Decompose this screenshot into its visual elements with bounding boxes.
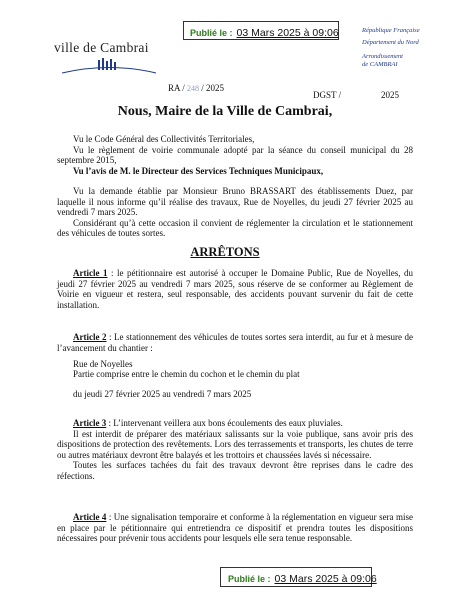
article-3-label: Article 3 (73, 418, 107, 428)
logo-skyline-icon (54, 56, 164, 78)
demande-block (57, 186, 413, 239)
article-4-label: Article 4 (73, 512, 107, 522)
city-logo (54, 40, 164, 80)
article-2-street: Rue de Noyelles (73, 359, 133, 369)
publication-stamp-top (183, 21, 339, 40)
article-3-line (57, 418, 413, 429)
visa-item: Vu le règlement de voirie communale adopté par la séance du conseil municipal du 28 septembre 2015, (57, 144, 413, 166)
ra-number: 248 (187, 84, 200, 93)
publication-stamp-bottom (220, 567, 377, 587)
header-republique: République Française (362, 27, 420, 34)
ra-year: / 2025 (201, 83, 225, 93)
article-2-dates: du jeudi 27 février 2025 au vendredi 7 mars 2025 (73, 389, 252, 399)
article-4 (57, 512, 413, 544)
demande-paragraph: Vu la demande établie par Monsieur Bruno BRASSART des établissements Duez, par laquelle il nous informe qu’il réalise des travaux, Rue de Noyelles, du jeudi 27 février 2025 au vendredi 7 mars 2025. (57, 186, 413, 218)
administrative-header (362, 27, 448, 69)
article-3-text: : L’intervenant veillera aux bons écoulements des eaux pluviales. (106, 418, 343, 428)
visas-block (57, 134, 413, 176)
article-2-label: Article 2 (73, 332, 107, 342)
stamp-date: 03 Mars 2025 à 09:06 (236, 27, 339, 39)
arretons-heading: ARRÊTONS (190, 245, 260, 259)
article-2-portion: Partie comprise entre le chemin du cochon et le chemin du plat (73, 369, 300, 379)
article-3 (57, 418, 413, 482)
article-3-paragraph-2: Il est interdit de préparer des matériaux salissants sur la voie publique, sans avoir pris des dispositions de protection des revêtements. Lors des terrassements et transports, les chutes de terre ou autres matériaux devront être balayés et les trottoirs et chaussées lavés si nécessaire. (57, 428, 413, 460)
article-2-text: : Le stationnement des véhicules de toutes sortes sera interdit, au fur et à mesure de l’avancement du chantier : (57, 332, 414, 353)
reference-line (168, 83, 224, 93)
article-3-paragraph-3: Toutes les surfaces tachées du fait des travaux devront être reprises dans le cadre des réfections. (57, 460, 413, 481)
stamp-label: Publié le : (190, 28, 233, 38)
article-4-text: : Une signalisation temporaire et conforme à la réglementation en vigueur sera mise en place par le pétitionnaire qui entretiendra ce dispositif et prendra toutes les dispositions nécessaires pour prévenir tous accidents pour lesquels elle sera tenue responsable. (57, 512, 413, 544)
visa-item: Vu le Code Général des Collectivités Territoriales, (73, 134, 255, 144)
stamp-label: Publié le : (228, 574, 271, 584)
dgst-prefix: DGST / (313, 90, 342, 100)
dgst-year: 2025 (381, 90, 399, 100)
ra-prefix: RA / (168, 83, 185, 93)
logo-text: ville de Cambrai (54, 40, 149, 55)
header-arrondissement: Arrondissement (362, 53, 403, 60)
dgst-reference (313, 90, 341, 100)
stamp-date: 03 Mars 2025 à 09:06 (274, 573, 377, 585)
article-1-label: Article 1 (73, 268, 108, 278)
article-1-text: : le pétitionnaire est autorisé à occuper le Domaine Public, Rue de Noyelles, du jeudi 27 février 2025 au vendredi 7 mars 2025, sous réserve de se conformer au Règlement de Voirie en vigueur et restera, seul responsable, des accidents pouvant survenir du fait de cette installation. (57, 268, 413, 310)
considerant-paragraph: Considérant qu’à cette occasion il convient de réglementer la circulation et le stationnement des véhicules de toutes sortes. (57, 217, 413, 239)
header-departement: Département du Nord (362, 39, 419, 46)
avis-line: Vu l’avis de M. le Directeur des Services Techniques Municipaux, (73, 165, 324, 176)
page-title: Nous, Maire de la Ville de Cambrai, (117, 104, 333, 119)
header-cambrai: de CAMBRAI (362, 61, 398, 68)
article-2 (57, 332, 413, 353)
article-1 (57, 268, 413, 310)
